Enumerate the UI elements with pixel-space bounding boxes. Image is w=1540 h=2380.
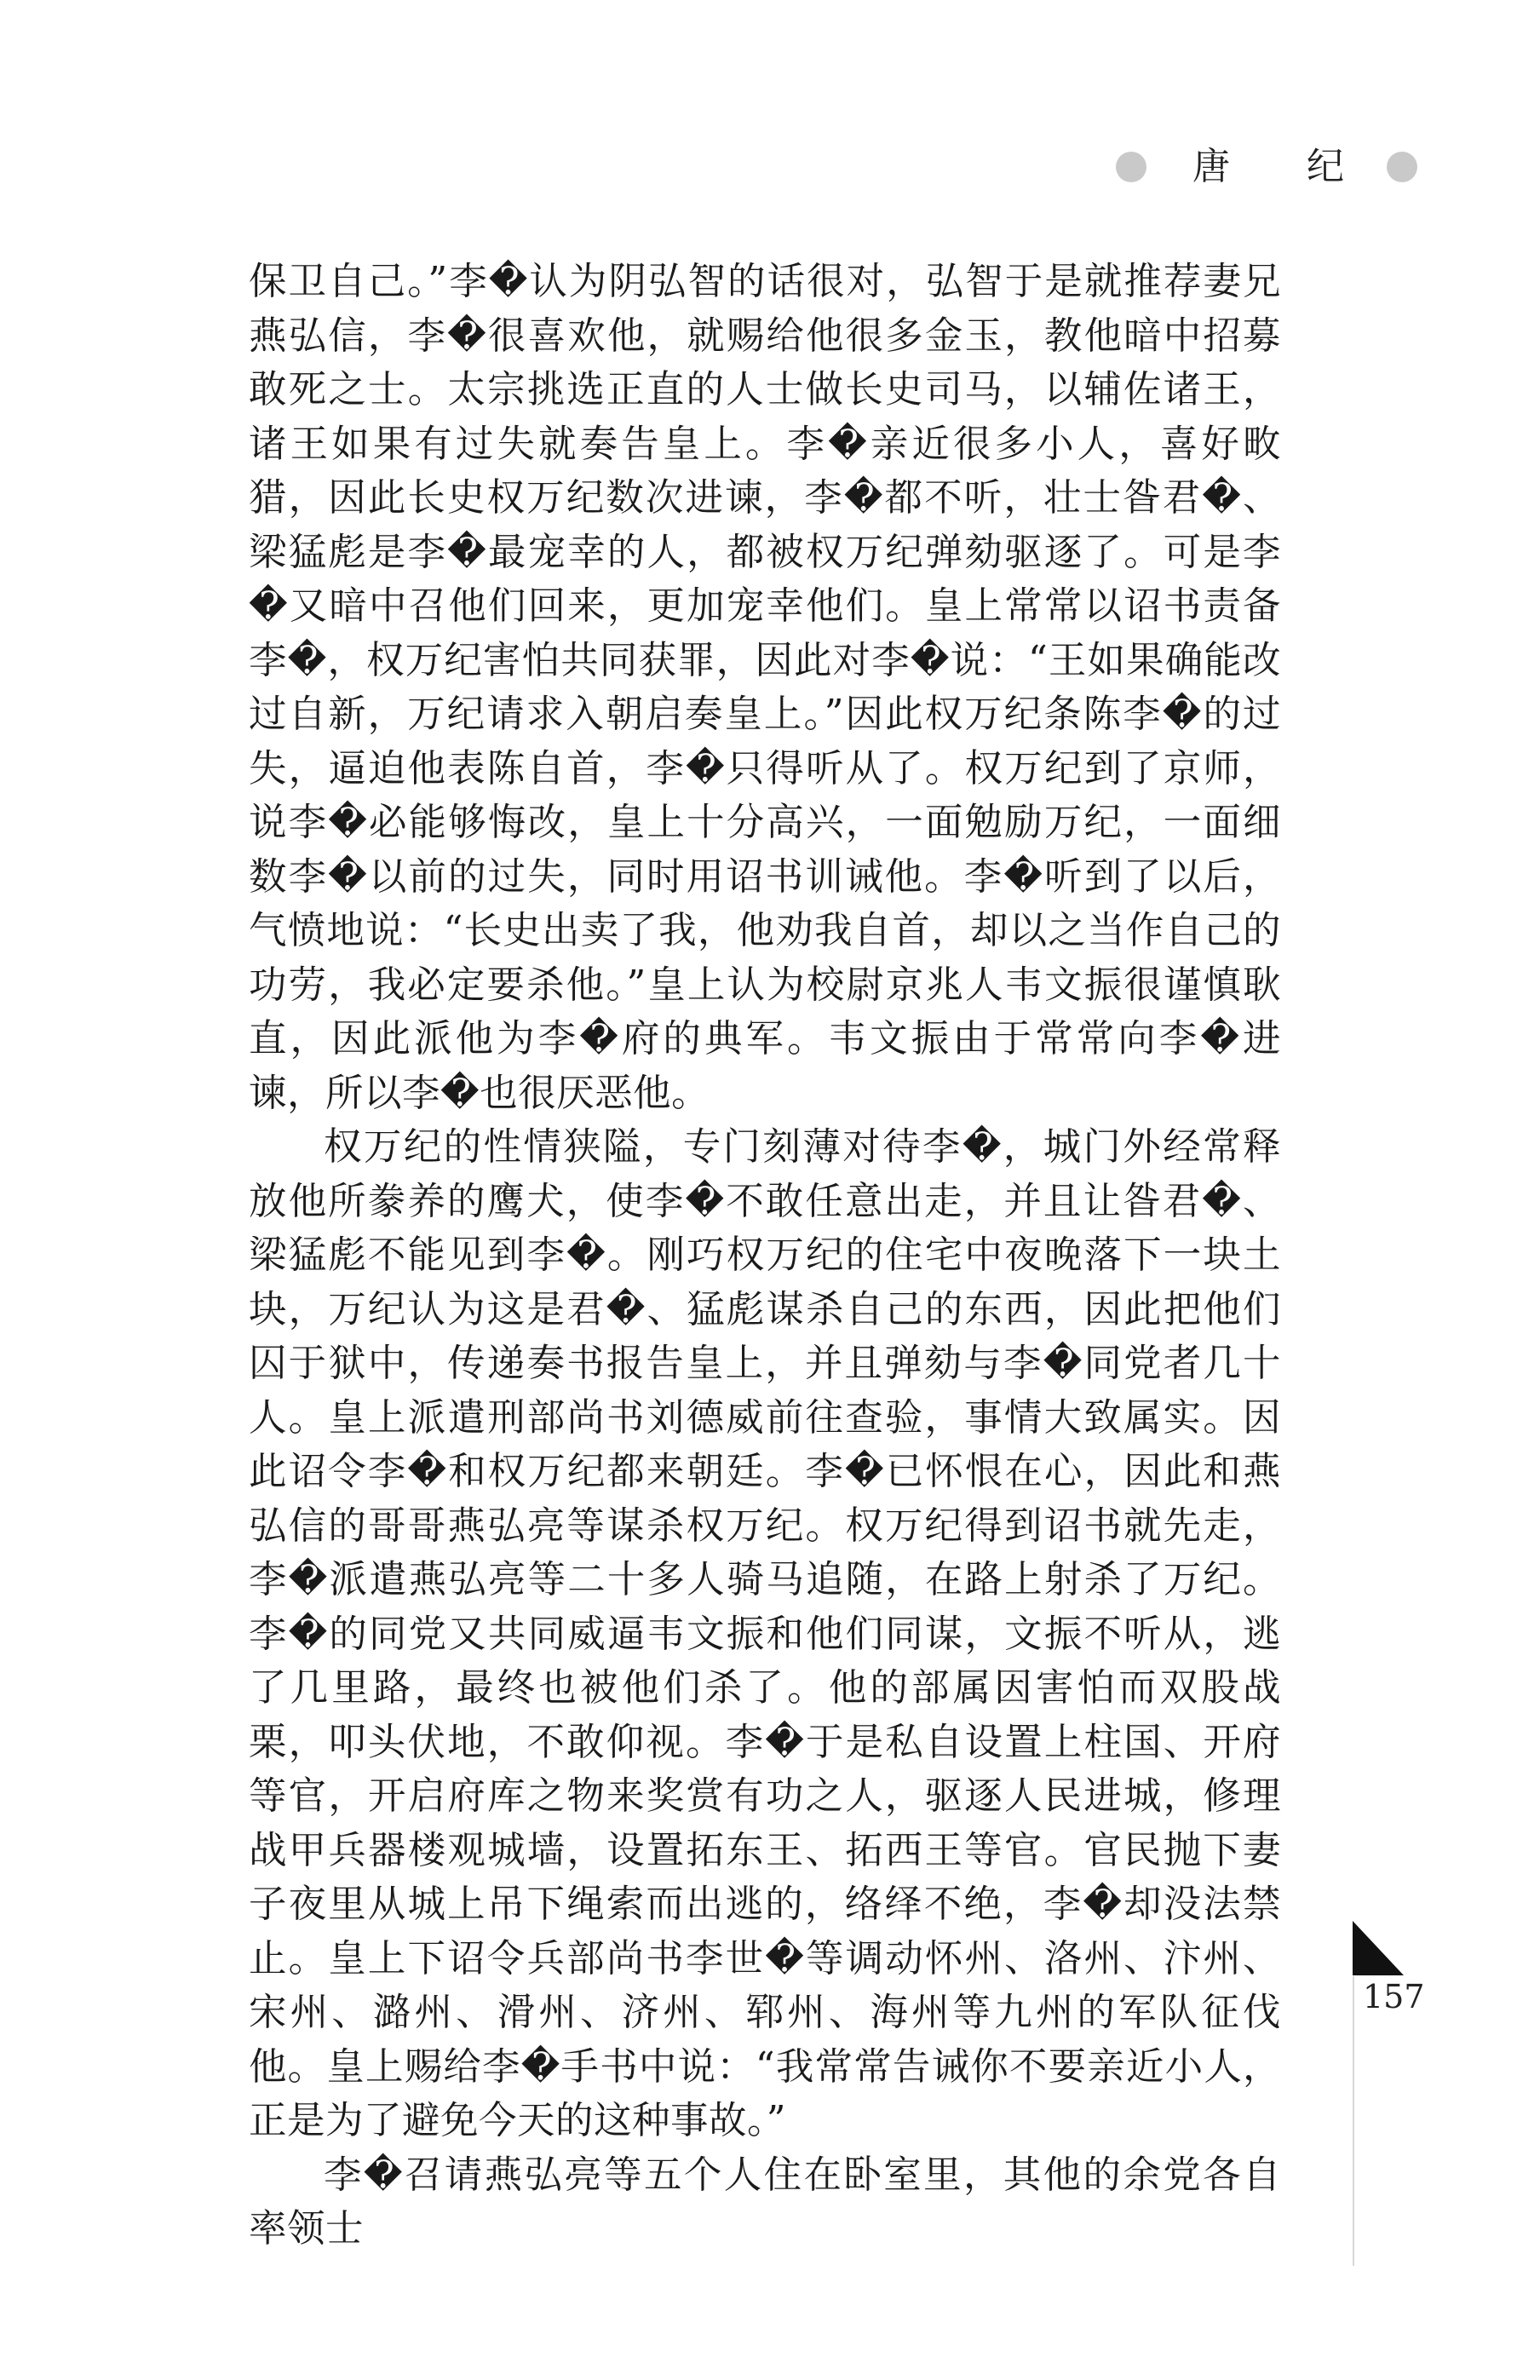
running-header <box>1099 143 1457 203</box>
paragraph-2: 权万纪的性情狭隘，专门刻薄对待李�，城门外经常释放他所豢养的鹰犬，使李�不敢任意出走，并且让昝君�、梁猛彪不能见到李�。刚巧权万纪的住宅中夜晚落下一块土块，万纪认为这是君�、猛彪谋杀自己的东西，因此把他们囚于狱中，传递奏书报告皇上，并且弹劾与李�同党者几十人。皇上派遣刑部尚书刘德威前往查验，事情大致属实。因此诏令李�和权万纪都来朝廷。李�已怀恨在心，因此和燕弘信的哥哥燕弘亮等谋杀权万纪。权万纪得到诏书就先走，李�派遣燕弘亮等二十多人骑马追随，在路上射杀了万纪。李�的同党又共同威逼韦文振和他们同谋，文振不听从，逃了几里路，最终也被他们杀了。他的部属因害怕而双股战栗，叩头伏地，不敢仰视。李�于是私自设置上柱国、开府等官，开启府库之物来奖赏有功之人，驱逐人民进城，修理战甲兵器楼观城墙，设置拓东王、拓西王等官。官民抛下妻子夜里从城上吊下绳索而出逃的，络绎不绝，李�却没法禁止。皇上下诏令兵部尚书李世�等调动怀州、洛州、汴州、宋州、潞州、滑州、济州、郓州、海州等九州的军队征伐他。皇上赐给李�手书中说：“我常常告诫你不要亲近小人，正是为了避免今天的这种事故。” <box>249 1125 1281 2142</box>
paragraph-1: 保卫自己。”李�认为阴弘智的话很对，弘智于是就推荐妻兄燕弘信，李�很喜欢他，就赐给他很多金玉，教他暗中招募敢死之士。太宗挑选正直的人士做长史司马，以辅佐诸王，诸王如果有过失就奏告皇上。李�亲近很多小人，喜好畋猎，因此长史权万纪数次进谏，李�都不听，壮士昝君�、梁猛彪是李�最宠幸的人，都被权万纪弹劾驱逐了。可是李�又暗中召他们回来，更加宠幸他们。皇上常常以诏书责备李�，权万纪害怕共同获罪，因此对李�说：“王如果确能改过自新，万纪请求入朝启奏皇上。”因此权万纪条陈李�的过失，逼迫他表陈自首，李�只得听从了。权万纪到了京师，说李�必能够悔改，皇上十分高兴，一面勉励万纪，一面细数李�以前的过失，同时用诏书训诫他。李�听到了以后，气愤地说：“长史出卖了我，他劝我自首，却以之当作自己的功劳，我必定要杀他。”皇上认为校尉京兆人韦文振很谨慎耿直，因此派他为李�府的典军。韦文振由于常常向李�进谏，所以李�也很厌恶他。 <box>249 260 1281 1115</box>
header-left-dot-ornament <box>1116 152 1146 182</box>
header-title-char-1: 唐 <box>1192 145 1230 188</box>
header-right-dot-ornament <box>1387 152 1417 182</box>
body-text <box>249 255 1281 2256</box>
page-number: 157 <box>1363 1978 1425 2015</box>
margin-rule <box>1353 1976 1354 2266</box>
page-corner-triangle <box>1353 1921 1404 1975</box>
paragraph-3: 李�召请燕弘亮等五个人住在卧室里，其他的余党各自率领士 <box>249 2153 1281 2251</box>
header-title-char-2: 纪 <box>1307 145 1344 188</box>
